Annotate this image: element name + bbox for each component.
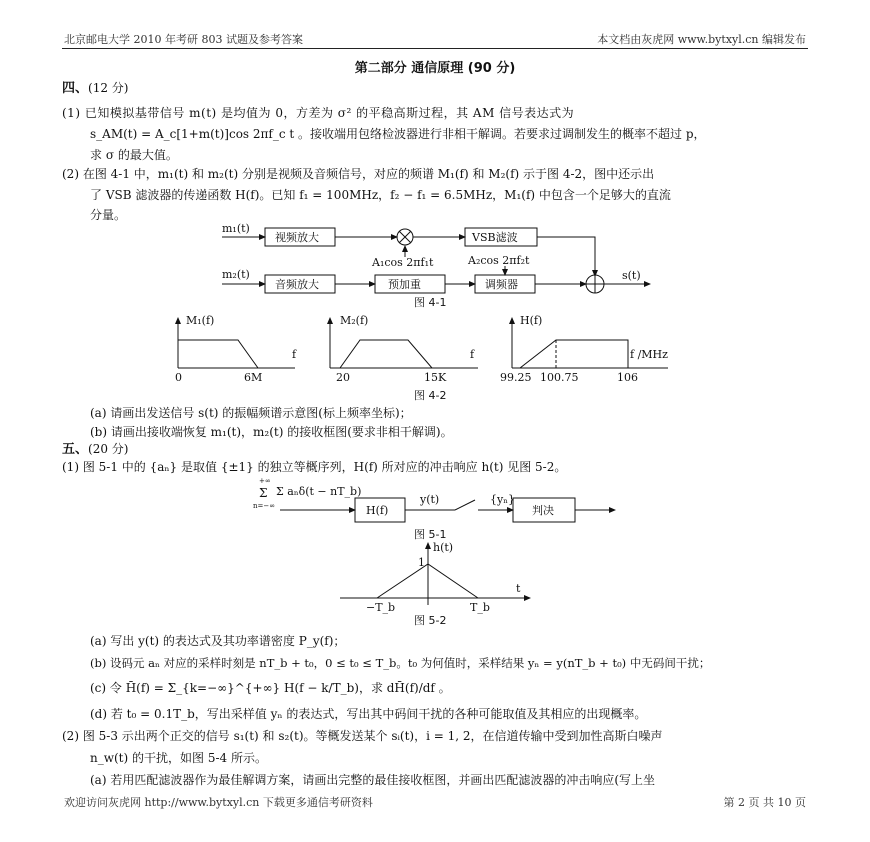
vsb-tick-106: 106 [617, 371, 638, 384]
figure-5-2 [340, 541, 530, 614]
vsb-tick-99-25: 99.25 [500, 371, 532, 384]
q4-heading: 四、 [62, 81, 89, 96]
q5-part-d: (d) 若 t₀ = 0.1T_b，写出采样值 yₙ 的表达式，写出其中码间干扰的各种可能取值及其相应的出现概率。 [90, 707, 647, 721]
m1-tick-0: 0 [175, 371, 182, 384]
tick-neg-tb: −T_b [366, 601, 396, 614]
m2-tick-20: 20 [336, 371, 350, 384]
m2-f-axis-label: f [470, 348, 475, 361]
footer-left: 欢迎访问灰虎网 http://www.bytxyl.cn 下载更多通信考研资料 [64, 796, 373, 809]
q4-p2-line3: 分量。 [90, 208, 127, 222]
header-left: 北京邮电大学 2010 年考研 803 试题及参考答案 [64, 33, 303, 46]
q5-score: (20 分) [88, 442, 129, 456]
figure-4-2 [175, 314, 668, 384]
m2-tick-15k: 15K [424, 371, 447, 384]
q4-p1-line3: 求 σ 的最大值。 [90, 148, 178, 162]
q4-part-a: (a) 请画出发送信号 s(t) 的振幅频谱示意图(标上频率坐标)； [90, 406, 412, 420]
sum-lower-limit: n=−∞ [253, 502, 276, 510]
vsb-tick-100-75: 100.75 [540, 371, 579, 384]
yn-label: {yₙ} [490, 493, 515, 506]
q4-p2-line1: (2) 在图 4-1 中，m₁(t) 和 m₂(t) 分别是视频及音频信号，对应的频谱 M₁(f) 和 M₂(f) 示于图 4-2，图中还示出 [62, 167, 655, 181]
carrier2-label: A₂cos 2πf₂t [468, 254, 530, 267]
t-axis-label: t [516, 582, 521, 595]
figure-5-1-caption: 图 5-1 [414, 528, 447, 541]
sampler-switch-icon [455, 500, 475, 510]
fm-modulator-label: 调频器 [485, 278, 518, 291]
sum-upper-limit: +∞ [259, 477, 271, 485]
decision-label: 判决 [532, 504, 554, 517]
q4-part-b: (b) 请画出接收端恢复 m₁(t)，m₂(t) 的接收框图(要求非相干解调)。 [90, 425, 453, 439]
q4-p1-line1: (1) 已知模拟基带信号 m(t) 是均值为 0，方差为 σ² 的平稳高斯过程，其 AM 信号表达式为 [62, 106, 575, 120]
figure-4-1 [222, 222, 650, 293]
q5-part-b: (b) 设码元 aₙ 对应的采样时刻是 nT_b + t₀，0 ≤ t₀ ≤ T_b。t₀ 为何值时，采样结果 yₙ = y(nT_b + t₀) 中无码间干扰； [90, 656, 711, 670]
m1-tick-6m: 6M [244, 371, 263, 384]
vsb-f-axis-label: f /MHz [630, 348, 668, 361]
figure-5-2-caption: 图 5-2 [414, 614, 447, 627]
figure-5-1 [253, 477, 615, 522]
figure-4-1-caption: 图 4-1 [414, 296, 447, 309]
q5-p2-line1: (2) 图 5-3 示出两个正交的信号 s₁(t) 和 s₂(t)。等概发送某个 sᵢ(t)，i = 1, 2，在信道传输中受到加性高斯白噪声 [62, 729, 663, 743]
m2-spectrum-shape [340, 340, 432, 368]
q5-part-a: (a) 写出 y(t) 的表达式及其功率谱密度 P_y(f)； [90, 634, 346, 648]
q5-heading: 五、 [62, 442, 89, 457]
filter-label: H(f) [366, 504, 389, 517]
output-label: s(t) [622, 269, 641, 282]
tick-pos-tb: T_b [470, 601, 490, 614]
y-t-label: y(t) [420, 493, 440, 506]
header-right: 本文档由灰虎网 www.bytxyl.cn 编辑发布 [597, 33, 806, 46]
h-t-label: h(t) [433, 541, 454, 554]
figure-4-2-caption: 图 4-2 [414, 389, 447, 402]
m1-spectrum-label: M₁(f) [186, 314, 215, 327]
q4-p2-line2: 了 VSB 滤波器的传递函数 H(f)。已知 f₁ = 100MHz，f₂ − f₁ = 6.5MHz，M₁(f) 中包含一个足够大的直流 [90, 188, 671, 202]
audio-amp-label: 音频放大 [275, 278, 319, 291]
q5-p2-line2: n_w(t) 的干扰，如图 5-4 所示。 [90, 751, 267, 765]
video-amp-label: 视频放大 [275, 231, 319, 244]
vsb-response-label: H(f) [520, 314, 543, 327]
m1-spectrum-shape [178, 340, 258, 368]
m2-spectrum-label: M₂(f) [340, 314, 369, 327]
sum-symbol: Σ [259, 486, 268, 500]
q5-p2-part-a: (a) 若用匹配滤波器作为最佳解调方案，请画出完整的最佳接收框图，并画出匹配滤波器的冲击响应(写上坐 [90, 773, 656, 787]
peak-label: 1 [418, 556, 425, 569]
carrier1-label: A₁cos 2πf₁t [372, 256, 434, 269]
m1-f-axis-label: f [292, 348, 297, 361]
vsb-response-shape [512, 340, 628, 368]
vsb-filter-label: VSB滤波 [472, 231, 518, 244]
q4-score: (12 分) [88, 81, 129, 95]
m2-label: m₂(t) [222, 268, 250, 281]
page-title: 第二部分 通信原理 (90 分) [354, 61, 516, 76]
m1-label: m₁(t) [222, 222, 250, 235]
q5-p1: (1) 图 5-1 中的 {aₙ} 是取值 {±1} 的独立等概序列，H(f) 所对应的冲击响应 h(t) 见图 5-2。 [62, 460, 567, 474]
input-signal-label: Σ aₙδ(t − nT_b) [276, 485, 362, 498]
preemphasis-label: 预加重 [388, 278, 421, 291]
page-number: 第 2 页 共 10 页 [723, 796, 806, 809]
q4-p1-line2: s_AM(t) = A_c[1+m(t)]cos 2πf_c t 。接收端用包络检波器进行非相干解调。若要求过调制发生的概率不超过 p， [90, 127, 706, 141]
q5-part-c: (c) 令 H̄(f) = Σ_{k=−∞}^{+∞} H(f − k/T_b)，求 dH̄(f)/df 。 [90, 681, 451, 695]
